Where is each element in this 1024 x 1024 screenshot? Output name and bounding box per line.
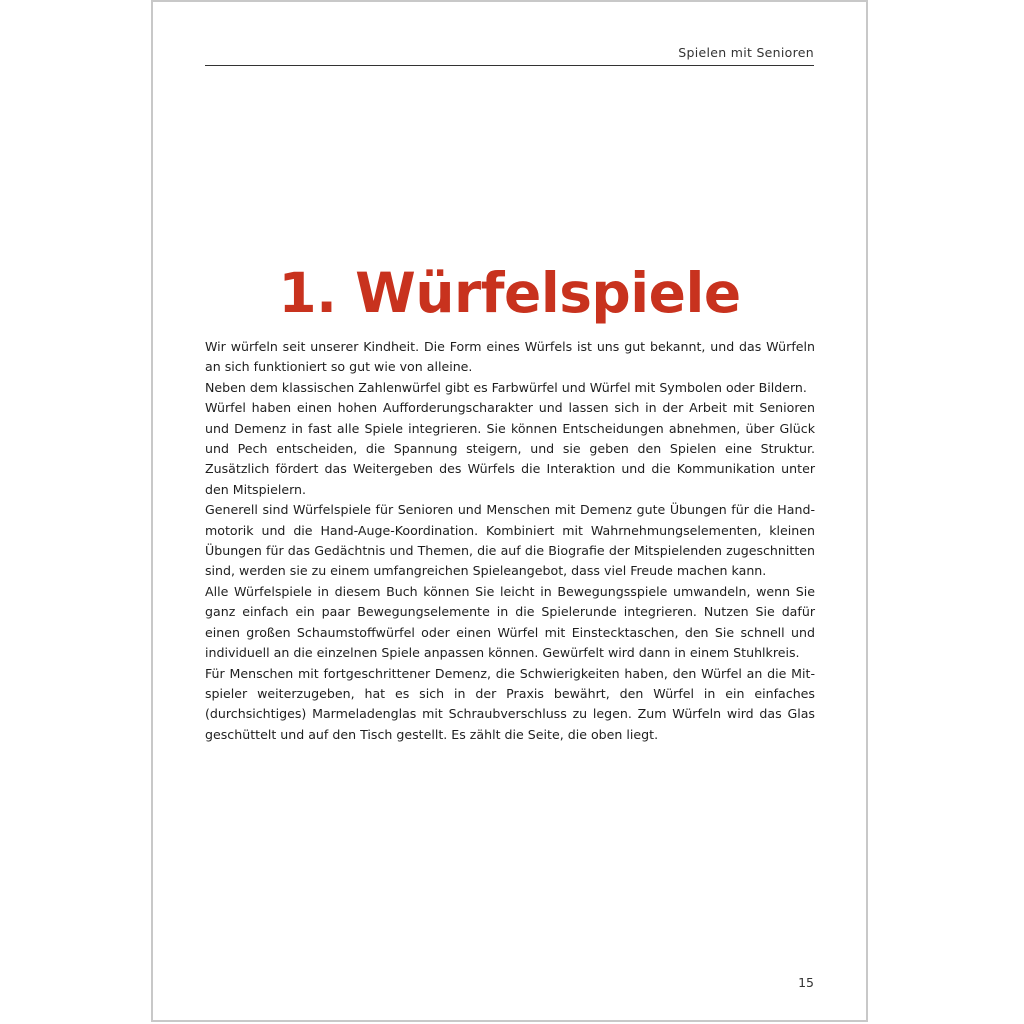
paragraph: Generell sind Würfelspiele für Senioren und Menschen mit Demenz gute Übungen für die Handmotorik und die Hand-Auge-Koordination. Kombiniert mit Wahrnehmungselementen, kleinen Übungen für das Gedächtnis und Themen, die auf die Biografie der Mitspielenden zugeschnitten sind, werden sie zu einem umfangreichen Spieleangebot, dass viel Freude machen kann. bbox=[205, 502, 815, 579]
running-header bbox=[205, 44, 814, 66]
paragraph: Alle Würfelspiele in diesem Buch können Sie leicht in Bewegungsspiele umwandeln, wenn Sie ganz einfach ein paar Bewegungselemente in die Spielerunde integrieren. Nutzen Sie dafür einen großen Schaumstoffwürfel oder einen Würfel mit Einstecktaschen, den Sie schnell und individuell an die einzelnen Spiele anpassen können. Gewürfelt wird dann in einem Stuhlkreis. bbox=[205, 583, 815, 661]
paragraph: Wir würfeln seit unserer Kindheit. Die Form eines Würfels ist uns gut bekannt, und das Würfeln an sich funktioniert so gut wie von alleine. bbox=[205, 339, 815, 375]
paragraph: Neben dem klassischen Zahlenwürfel gibt es Farbwürfel und Würfel mit Symbolen oder Bildern. bbox=[205, 379, 807, 395]
running-header-title: Spielen mit Senioren bbox=[678, 45, 814, 60]
paragraph: Würfel haben einen hohen Aufforderungscharakter und lassen sich in der Arbeit mit Senioren und Demenz in fast alle Spiele integrieren. Sie können Entscheidungen abnehmen, über Glück und Pech entscheiden, die Spannung steigern, und sie geben den Spielen eine Struktur. Zusätzlich fördert das Weitergeben des Würfels die Interaktion und die Kommunikation unter den Mitspielern. bbox=[205, 400, 815, 497]
paragraph: Für Menschen mit fortgeschrittener Demenz, die Schwierigkeiten haben, den Würfel an die Mitspieler weiterzugeben, hat es sich in der Praxis bewährt, den Würfel in ein einfaches (durchsichtiges) Marmeladenglas mit Schraubverschluss zu legen. Zum Würfeln wird das Glas geschüttelt und auf den Tisch gestellt. Es zählt die Seite, die oben liegt. bbox=[205, 665, 815, 742]
chapter-title: 1. Würfelspiele bbox=[278, 261, 741, 325]
body-text bbox=[205, 337, 815, 745]
page-number: 15 bbox=[798, 975, 814, 990]
